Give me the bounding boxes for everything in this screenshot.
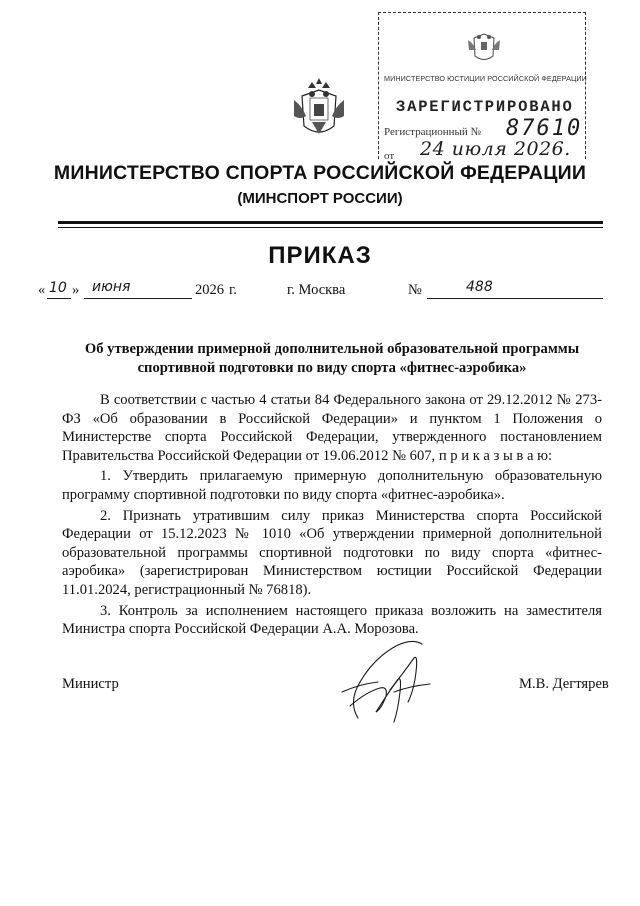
stamp-organization: МИНИСТЕРСТВО ЮСТИЦИИ РОССИЙСКОЙ ФЕДЕРАЦИИ — [384, 74, 587, 83]
document-number-label: № — [408, 282, 422, 298]
date-open-quote: « — [38, 282, 46, 298]
date-year: 2026 — [195, 282, 224, 298]
body-paragraph-item-2: 2. Признать утратившим силу приказ Министерства спорта Российской Федерации от 15.12.2023 № 1010 «Об утверждении примерной дополнительной образовательной программы спортивной подготовки по виду спорта «фитнес-аэробика» (зарегистрирован Министерством юстиции Российской Федерации 11.01.2024, регистрационный № 76818). — [62, 507, 602, 598]
date-month: июня — [92, 279, 131, 295]
stamp-date-value: 24 июля 2026. — [420, 138, 571, 160]
document-type-title: ПРИКАЗ — [268, 242, 372, 269]
date-year-suffix: г. — [229, 282, 237, 298]
date-day-underline — [47, 298, 71, 299]
stamp-emblem-icon — [466, 26, 502, 66]
order-subject: Об утверждении примерной дополнительной образовательной программы спортивной подготовки по виду спорта «фитнес-аэробика» — [84, 341, 580, 376]
stamp-reg-number: 87610 — [506, 116, 583, 141]
body-paragraph-item-1: 1. Утвердить прилагаемую примерную дополнительную образовательную программу спортивной подготовки по виду спорта «фитнес-аэробика». — [62, 468, 602, 503]
header-divider-thin — [58, 227, 603, 228]
date-close-quote: » — [72, 282, 80, 298]
signer-name: М.В. Дегтярев — [519, 676, 609, 692]
document-number-underline — [427, 298, 603, 299]
stamp-status: ЗАРЕГИСТРИРОВАНО — [396, 98, 574, 116]
handwritten-signature — [330, 632, 450, 727]
date-month-underline — [84, 298, 192, 299]
stamp-date-label: от — [384, 150, 395, 162]
signer-role: Министр — [62, 676, 119, 692]
ministry-title: МИНИСТЕРСТВО СПОРТА РОССИЙСКОЙ ФЕДЕРАЦИИ — [53, 162, 587, 184]
stamp-reg-label: Регистрационный № — [384, 126, 482, 138]
order-body — [62, 391, 602, 641]
ministry-short-name: (МИНСПОРТ РОССИИ) — [237, 190, 403, 207]
coat-of-arms-emblem — [288, 76, 350, 142]
body-paragraph-preamble: В соответствии с частью 4 статьи 84 Федерального закона от 29.12.2012 № 273-ФЗ «Об образовании в Российской Федерации» и пунктом 1 Положения о Министерстве спорта Российской Федерации, утвержденного постановлением Правительства Российской Федерации от 19.06.2012 № 607, п р и к а з ы в а ю: — [62, 392, 602, 464]
document-city: г. Москва — [287, 282, 346, 298]
registration-stamp — [378, 12, 586, 160]
document-number: 488 — [466, 279, 493, 295]
body-paragraph-item-3: 3. Контроль за исполнением настоящего приказа возложить на заместителя Министра спорта Российской Федерации А.А. Морозова. — [62, 602, 602, 638]
header-divider-thick — [58, 221, 603, 224]
date-day: 10 — [49, 280, 67, 296]
